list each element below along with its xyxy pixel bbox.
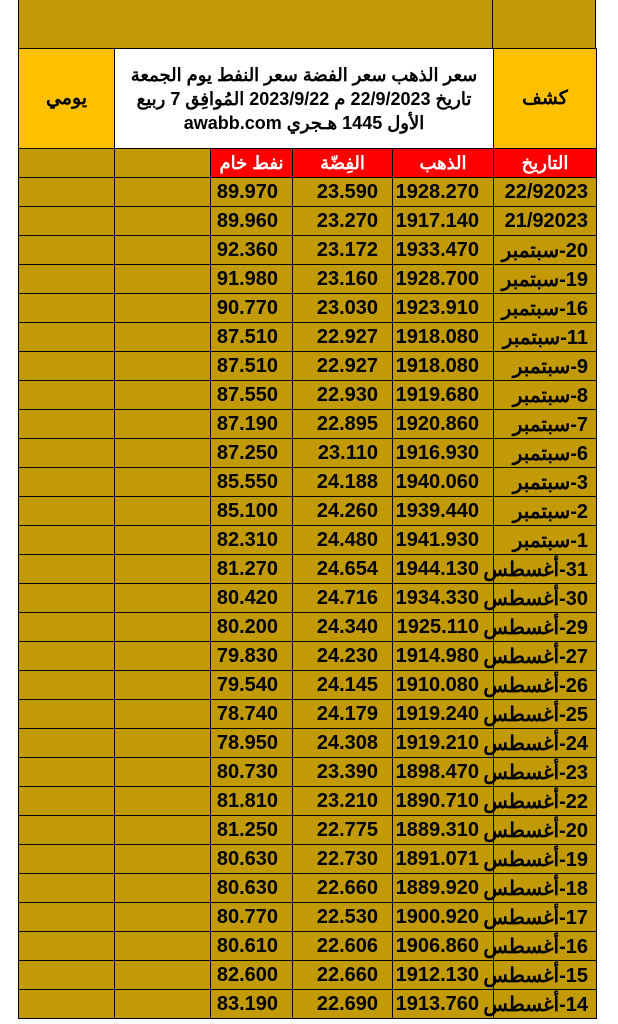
cell-empty[interactable]	[115, 700, 211, 729]
page-title[interactable]: سعر الذهب سعر الفضة سعر النفط يوم الجمعة تاريخ 22/9/2023 م 2023/9/22 المُوافِق 7 ربيع الأول 1445 هـجري awabb.com	[115, 49, 494, 149]
cell-empty[interactable]	[115, 410, 211, 439]
cell-oil[interactable]: 81.250	[211, 816, 293, 845]
table-row	[19, 555, 597, 584]
cell-empty[interactable]	[19, 700, 115, 729]
cell-empty[interactable]	[115, 178, 211, 207]
cell-empty[interactable]	[115, 555, 211, 584]
table-row	[19, 642, 597, 671]
cell-empty[interactable]	[115, 671, 211, 700]
cell-oil[interactable]: 80.770	[211, 903, 293, 932]
cell-gold[interactable]: 1919.680	[393, 381, 494, 410]
cell-silver[interactable]: 22.660	[293, 874, 393, 903]
cell-empty[interactable]	[115, 758, 211, 787]
cell-empty[interactable]	[115, 729, 211, 758]
cell-oil[interactable]: 78.740	[211, 700, 293, 729]
cell-silver[interactable]: 23.160	[293, 265, 393, 294]
cell-empty[interactable]	[19, 497, 115, 526]
cell-oil[interactable]: 79.540	[211, 671, 293, 700]
cell-date[interactable]: 22/92023	[494, 178, 597, 207]
title-row	[19, 49, 597, 149]
cell-empty[interactable]	[19, 468, 115, 497]
table-row	[19, 323, 597, 352]
cell-empty[interactable]	[115, 816, 211, 845]
cell-empty[interactable]	[19, 845, 115, 874]
cell-date[interactable]: 31-أغسطس	[494, 555, 597, 584]
cell-date[interactable]: 18-أغسطس	[494, 874, 597, 903]
table-row	[19, 700, 597, 729]
cell-empty[interactable]	[115, 323, 211, 352]
table-row	[19, 758, 597, 787]
cell-empty[interactable]	[115, 526, 211, 555]
cell-empty[interactable]	[115, 932, 211, 961]
gridline	[18, 0, 19, 48]
cell-empty[interactable]	[115, 468, 211, 497]
cell-gold[interactable]: 1944.130	[393, 555, 494, 584]
cell-empty[interactable]	[19, 294, 115, 323]
cell-empty[interactable]	[19, 932, 115, 961]
gridline	[595, 0, 596, 48]
cell-date[interactable]: 6-سبتمبر	[494, 439, 597, 468]
cell-gold[interactable]: 1890.710	[393, 787, 494, 816]
cell-empty[interactable]	[19, 990, 115, 1019]
cell-date[interactable]: 9-سبتمبر	[494, 352, 597, 381]
cell-empty[interactable]	[115, 381, 211, 410]
table-row	[19, 497, 597, 526]
cell-empty[interactable]	[19, 874, 115, 903]
cell-gold[interactable]: 1920.860	[393, 410, 494, 439]
cell-date[interactable]: 30-أغسطس	[494, 584, 597, 613]
cell-oil[interactable]: 90.770	[211, 294, 293, 323]
cell-empty[interactable]	[115, 207, 211, 236]
cell-date[interactable]: 11-سبتمبر	[494, 323, 597, 352]
cell-empty[interactable]	[19, 642, 115, 671]
cell-gold[interactable]: 1940.060	[393, 468, 494, 497]
cell-silver[interactable]: 22.530	[293, 903, 393, 932]
table-row	[19, 468, 597, 497]
cell-silver[interactable]: 22.660	[293, 961, 393, 990]
cell-empty[interactable]	[115, 787, 211, 816]
cell-gold[interactable]: 1912.130	[393, 961, 494, 990]
gridline	[492, 0, 493, 48]
table-row	[19, 381, 597, 410]
cell-gold[interactable]: 1913.760	[393, 990, 494, 1019]
cell-date[interactable]: 23-أغسطس	[494, 758, 597, 787]
cell-empty[interactable]	[115, 439, 211, 468]
price-table	[18, 48, 597, 1019]
cell-oil[interactable]: 81.810	[211, 787, 293, 816]
cell-empty[interactable]	[115, 874, 211, 903]
cell-silver[interactable]: 24.179	[293, 700, 393, 729]
cell-silver[interactable]: 24.480	[293, 526, 393, 555]
cell-gold[interactable]: 1923.910	[393, 294, 494, 323]
cell-oil[interactable]: 80.420	[211, 584, 293, 613]
column-header-date[interactable]: التاريخ	[494, 149, 597, 178]
cell-oil[interactable]: 92.360	[211, 236, 293, 265]
cell-date[interactable]: 1-سبتمبر	[494, 526, 597, 555]
table-row	[19, 178, 597, 207]
cell-empty[interactable]	[19, 236, 115, 265]
cell-gold[interactable]: 1898.470	[393, 758, 494, 787]
daily-label[interactable]: يومي	[19, 49, 115, 149]
cell-date[interactable]: 26-أغسطس	[494, 671, 597, 700]
cell-oil[interactable]: 89.960	[211, 207, 293, 236]
cell-date[interactable]: 15-أغسطس	[494, 961, 597, 990]
cell-empty[interactable]	[19, 584, 115, 613]
cell-date[interactable]: 7-سبتمبر	[494, 410, 597, 439]
cell-empty[interactable]	[115, 903, 211, 932]
cell-empty[interactable]	[115, 845, 211, 874]
cell-empty[interactable]	[115, 352, 211, 381]
table-row	[19, 265, 597, 294]
table-row	[19, 236, 597, 265]
cell-date[interactable]: 24-أغسطس	[494, 729, 597, 758]
cell-gold[interactable]: 1889.310	[393, 816, 494, 845]
cell-silver[interactable]: 24.340	[293, 613, 393, 642]
cell-silver[interactable]: 24.716	[293, 584, 393, 613]
table-row	[19, 787, 597, 816]
cell-silver[interactable]: 23.270	[293, 207, 393, 236]
cell-empty[interactable]	[19, 323, 115, 352]
cell-empty[interactable]	[19, 613, 115, 642]
cell-date[interactable]: 21/92023	[494, 207, 597, 236]
cell-silver[interactable]: 24.230	[293, 642, 393, 671]
cell-gold[interactable]: 1891.071	[393, 845, 494, 874]
cell-silver[interactable]: 24.654	[293, 555, 393, 584]
column-header-silver[interactable]: الفِضّة	[293, 149, 393, 178]
cell-empty[interactable]	[19, 265, 115, 294]
cell-oil[interactable]: 80.200	[211, 613, 293, 642]
cell-gold[interactable]: 1925.110	[393, 613, 494, 642]
table-row	[19, 294, 597, 323]
table-row	[19, 729, 597, 758]
table-row	[19, 990, 597, 1019]
cell-gold[interactable]: 1928.700	[393, 265, 494, 294]
cell-gold[interactable]: 1933.470	[393, 236, 494, 265]
cell-date[interactable]: 3-سبتمبر	[494, 468, 597, 497]
cell-empty[interactable]	[19, 439, 115, 468]
cell-silver[interactable]: 23.030	[293, 294, 393, 323]
cell-oil[interactable]: 89.970	[211, 178, 293, 207]
cell-gold[interactable]: 1941.930	[393, 526, 494, 555]
cell-oil[interactable]: 80.610	[211, 932, 293, 961]
cell-oil[interactable]: 81.270	[211, 555, 293, 584]
column-header-oil[interactable]: نفط خام	[211, 149, 293, 178]
cell-empty[interactable]	[115, 497, 211, 526]
cell-oil[interactable]: 82.310	[211, 526, 293, 555]
cell-empty[interactable]	[19, 903, 115, 932]
cell-oil[interactable]: 79.830	[211, 642, 293, 671]
cell-silver[interactable]: 22.775	[293, 816, 393, 845]
cell-date[interactable]: 16-سبتمبر	[494, 294, 597, 323]
cell-empty[interactable]	[115, 642, 211, 671]
cell-oil[interactable]: 87.550	[211, 381, 293, 410]
cell-gold[interactable]: 1917.140	[393, 207, 494, 236]
cell-silver[interactable]: 22.606	[293, 932, 393, 961]
cell-empty[interactable]	[19, 555, 115, 584]
cell-empty[interactable]	[115, 613, 211, 642]
cell-gold[interactable]: 1928.270	[393, 178, 494, 207]
cell-date[interactable]: 19-أغسطس	[494, 845, 597, 874]
table-row	[19, 845, 597, 874]
cell-empty[interactable]	[19, 410, 115, 439]
cell-empty[interactable]	[19, 178, 115, 207]
cell-oil[interactable]: 85.550	[211, 468, 293, 497]
cell-silver[interactable]: 22.895	[293, 410, 393, 439]
cell-oil[interactable]: 82.600	[211, 961, 293, 990]
cell-empty[interactable]	[19, 758, 115, 787]
cell-empty[interactable]	[19, 381, 115, 410]
cell-gold[interactable]: 1889.920	[393, 874, 494, 903]
cell-gold[interactable]: 1914.980	[393, 642, 494, 671]
cell-date[interactable]: 29-أغسطس	[494, 613, 597, 642]
cell-silver[interactable]: 24.308	[293, 729, 393, 758]
table-row	[19, 903, 597, 932]
cell-oil[interactable]: 80.630	[211, 845, 293, 874]
cell-empty[interactable]	[115, 265, 211, 294]
cell-empty[interactable]	[19, 787, 115, 816]
cell-date[interactable]: 20-سبتمبر	[494, 236, 597, 265]
cell-date[interactable]: 27-أغسطس	[494, 642, 597, 671]
cell-silver[interactable]: 22.930	[293, 381, 393, 410]
cell-date[interactable]: 8-سبتمبر	[494, 381, 597, 410]
cell-silver[interactable]: 23.172	[293, 236, 393, 265]
cell-date[interactable]: 17-أغسطس	[494, 903, 597, 932]
cell-gold[interactable]: 1900.920	[393, 903, 494, 932]
table-row	[19, 961, 597, 990]
cell-silver[interactable]: 22.690	[293, 990, 393, 1019]
table-row	[19, 584, 597, 613]
cell-silver[interactable]: 24.188	[293, 468, 393, 497]
table-row	[19, 671, 597, 700]
cell-silver[interactable]: 22.927	[293, 323, 393, 352]
cell-empty[interactable]	[115, 236, 211, 265]
column-header-empty[interactable]	[19, 149, 115, 178]
cell-silver[interactable]: 22.730	[293, 845, 393, 874]
cell-date[interactable]: 16-أغسطس	[494, 932, 597, 961]
cell-silver[interactable]: 23.590	[293, 178, 393, 207]
top-empty-row	[18, 0, 596, 48]
column-header-row	[19, 149, 597, 178]
table-row	[19, 439, 597, 468]
cell-oil[interactable]: 87.510	[211, 323, 293, 352]
cell-oil[interactable]: 80.630	[211, 874, 293, 903]
cell-oil[interactable]: 85.100	[211, 497, 293, 526]
cell-empty[interactable]	[19, 671, 115, 700]
cell-gold[interactable]: 1919.240	[393, 700, 494, 729]
cell-gold[interactable]: 1916.930	[393, 439, 494, 468]
cell-oil[interactable]: 80.730	[211, 758, 293, 787]
cell-silver[interactable]: 22.927	[293, 352, 393, 381]
cell-empty[interactable]	[115, 961, 211, 990]
cell-silver[interactable]: 23.110	[293, 439, 393, 468]
cell-silver[interactable]: 23.390	[293, 758, 393, 787]
cell-oil[interactable]: 87.250	[211, 439, 293, 468]
table-row	[19, 613, 597, 642]
cell-oil[interactable]: 78.950	[211, 729, 293, 758]
table-row	[19, 526, 597, 555]
cell-empty[interactable]	[19, 961, 115, 990]
cell-gold[interactable]: 1906.860	[393, 932, 494, 961]
cell-date[interactable]: 19-سبتمبر	[494, 265, 597, 294]
cell-empty[interactable]	[19, 207, 115, 236]
cell-empty[interactable]	[19, 526, 115, 555]
cell-gold[interactable]: 1934.330	[393, 584, 494, 613]
cell-date[interactable]: 14-أغسطس	[494, 990, 597, 1019]
cell-oil[interactable]: 83.190	[211, 990, 293, 1019]
cell-oil[interactable]: 87.190	[211, 410, 293, 439]
cell-date[interactable]: 25-أغسطس	[494, 700, 597, 729]
table-row	[19, 932, 597, 961]
cell-silver[interactable]: 24.260	[293, 497, 393, 526]
cell-empty[interactable]	[19, 352, 115, 381]
statement-label[interactable]: كشف	[494, 49, 597, 149]
cell-gold[interactable]: 1918.080	[393, 323, 494, 352]
cell-gold[interactable]: 1918.080	[393, 352, 494, 381]
cell-silver[interactable]: 23.210	[293, 787, 393, 816]
column-header-gold[interactable]: الذهب	[393, 149, 494, 178]
cell-empty[interactable]	[19, 816, 115, 845]
cell-gold[interactable]: 1910.080	[393, 671, 494, 700]
cell-date[interactable]: 2-سبتمبر	[494, 497, 597, 526]
column-header-empty[interactable]	[115, 149, 211, 178]
table-row	[19, 207, 597, 236]
cell-date[interactable]: 22-أغسطس	[494, 787, 597, 816]
cell-gold[interactable]: 1919.210	[393, 729, 494, 758]
cell-empty[interactable]	[19, 729, 115, 758]
table-row	[19, 816, 597, 845]
table-row	[19, 410, 597, 439]
cell-oil[interactable]: 87.510	[211, 352, 293, 381]
cell-empty[interactable]	[115, 990, 211, 1019]
table-row	[19, 352, 597, 381]
table-row	[19, 874, 597, 903]
cell-oil[interactable]: 91.980	[211, 265, 293, 294]
cell-date[interactable]: 20-أغسطس	[494, 816, 597, 845]
cell-empty[interactable]	[115, 294, 211, 323]
cell-empty[interactable]	[115, 584, 211, 613]
cell-silver[interactable]: 24.145	[293, 671, 393, 700]
cell-gold[interactable]: 1939.440	[393, 497, 494, 526]
